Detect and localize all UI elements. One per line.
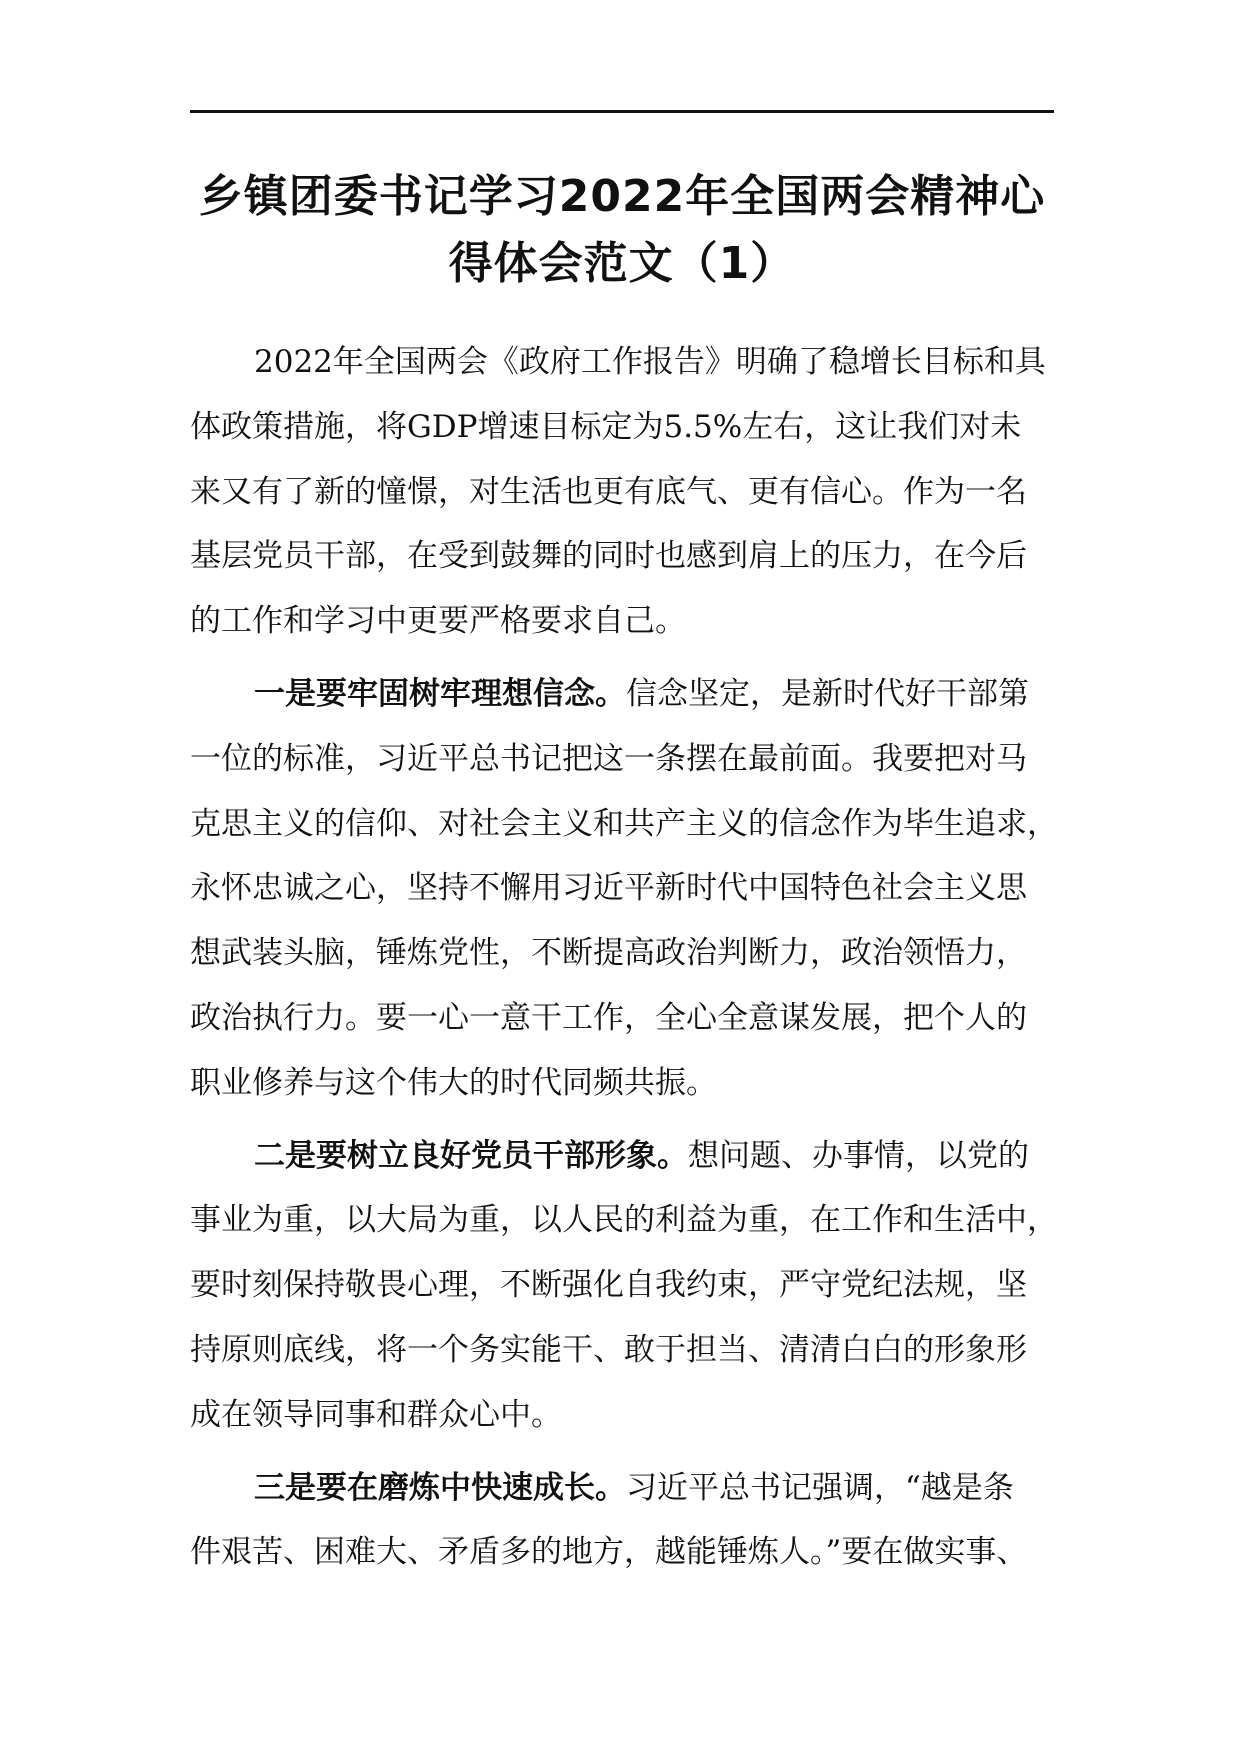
paragraph-point-3 [190,1456,1054,1586]
paragraph-first-line [190,662,1054,727]
title-line-2: 得体会范文（1） [448,238,796,289]
title-line-1: 乡镇团委书记学习2022年全国两会精神心 [198,171,1046,222]
paragraph-line: 事业为重，以大局为重，以人民的利益为重，在工作和生活中， [190,1202,1058,1239]
paragraph-line: 基层党员干部，在受到鼓舞的同时也感到肩上的压力，在今后 [190,538,1027,575]
paragraph-line: 件艰苦、困难大、矛盾多的地方，越能锤炼人。”要在做实事、 [190,1534,1028,1571]
paragraph-lead: 三是要在磨炼中快速成长。 [254,1469,626,1506]
paragraph-line: 一位的标准，习近平总书记把这一条摆在最前面。我要把对马 [190,740,1027,777]
paragraph-line: 体政策措施，将GDP增速目标定为5.5%左右，这让我们对未 [190,408,1022,445]
header-rule [190,110,1054,113]
paragraph-line: 想问题、办事情，以党的 [688,1137,1029,1174]
paragraph-line: 要时刻保持敬畏心理，不断强化自我约束，严守党纪法规，坚 [190,1267,1027,1304]
document-title [170,163,1074,297]
paragraph-line: 习近平总书记强调，“越是条 [626,1469,1014,1506]
paragraph-line: 的工作和学习中更要严格要求自己。 [190,603,686,640]
paragraph-line: 政治执行力。要一心一意干工作，全心全意谋发展，把个人的 [190,999,1027,1036]
paragraph-point-1 [190,662,1058,1116]
document-body [190,330,1058,1593]
paragraph-intro [190,330,1054,654]
paragraph-line: 信念坚定，是新时代好干部第 [626,675,1029,712]
paragraph-line: 想武装头脑，锤炼党性，不断提高政治判断力，政治领悟力， [190,935,1027,972]
paragraph-line: 成在领导同事和群众心中。 [190,1396,562,1433]
paragraph-lead: 二是要树立良好党员干部形象。 [254,1137,688,1174]
paragraph-line: 克思主义的信仰、对社会主义和共产主义的信念作为毕生追求， [190,805,1058,842]
paragraph-line: 持原则底线，将一个务实能干、敢于担当、清清白白的形象形 [190,1331,1027,1368]
paragraph-line: 职业修养与这个伟大的时代同频共振。 [190,1064,717,1101]
paragraph-lead: 一是要牢固树牢理想信念。 [254,675,626,712]
paragraph-first-line [190,1456,1054,1521]
paragraph-point-2 [190,1124,1058,1448]
paragraph-first-line [190,1124,1054,1189]
paragraph-line: 2022年全国两会《政府工作报告》明确了稳增长目标和具 [254,344,1046,380]
paragraph-line: 来又有了新的憧憬，对生活也更有底气、更有信心。作为一名 [190,473,1027,510]
paragraph-line: 永怀忠诚之心，坚持不懈用习近平新时代中国特色社会主义思 [190,870,1027,907]
